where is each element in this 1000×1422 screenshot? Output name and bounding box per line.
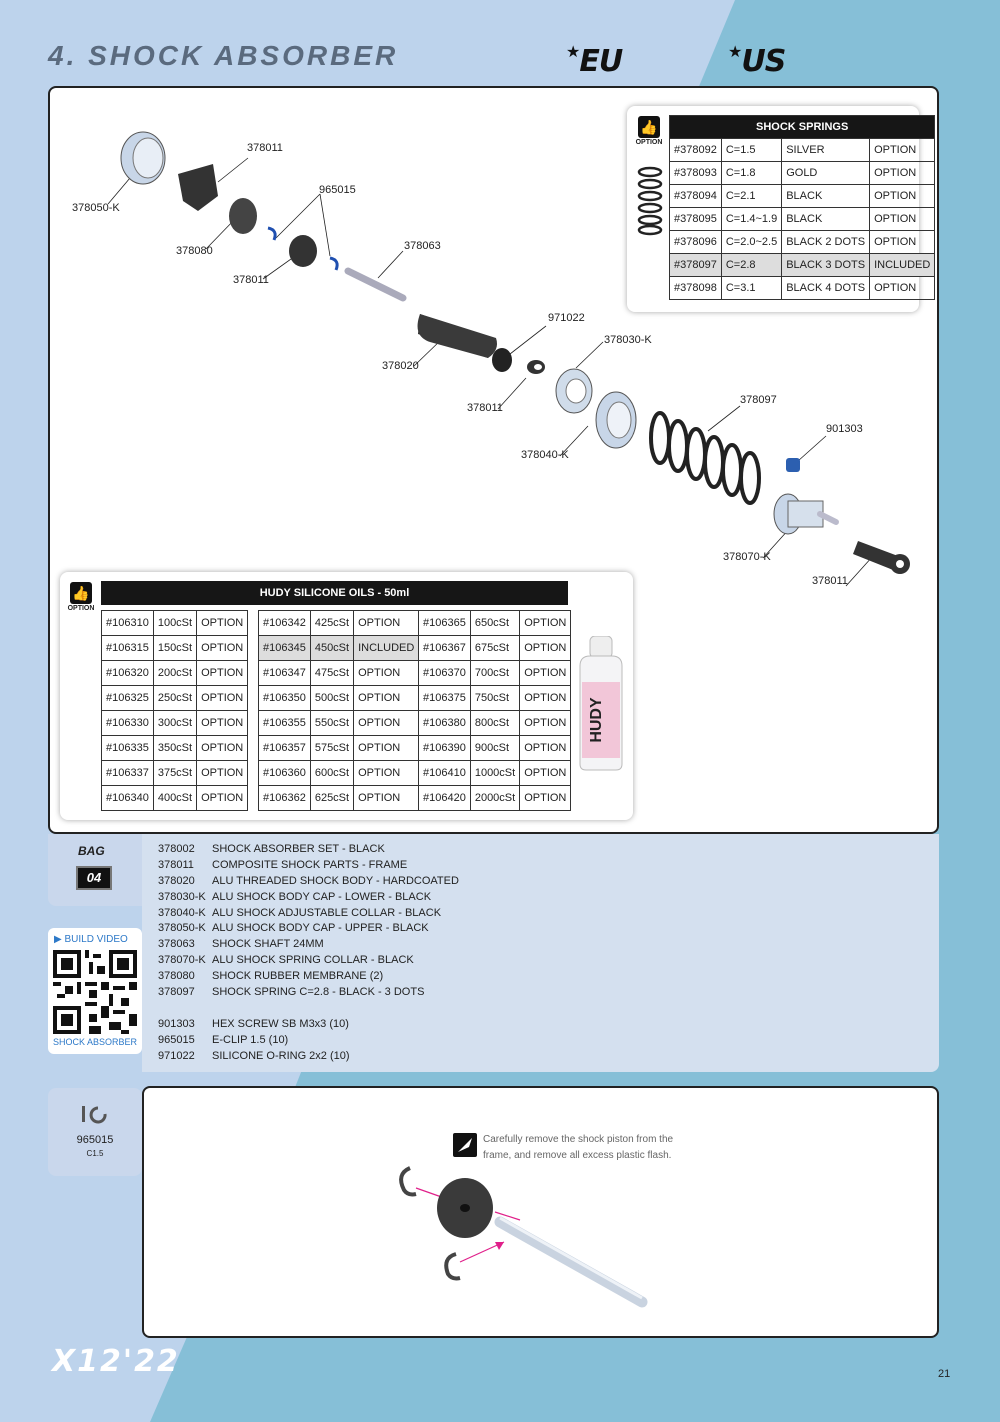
table-cell: OPTION bbox=[520, 711, 571, 736]
table-cell: 375cSt bbox=[153, 761, 196, 786]
table-cell: OPTION bbox=[520, 761, 571, 786]
eu-logo: ★EU bbox=[566, 42, 623, 79]
table-row bbox=[419, 711, 571, 736]
bottle-brand-text: HUDY bbox=[588, 697, 605, 743]
shock-spring bbox=[651, 413, 759, 503]
table-cell: OPTION bbox=[520, 786, 571, 811]
oils-table-col1 bbox=[101, 610, 248, 811]
table-cell: OPTION bbox=[354, 661, 419, 686]
table-cell: OPTION bbox=[870, 139, 935, 162]
bag-number: 04 bbox=[76, 866, 112, 890]
table-cell: OPTION bbox=[870, 185, 935, 208]
table-row bbox=[102, 736, 248, 761]
table-cell: OPTION bbox=[870, 231, 935, 254]
table-cell: BLACK 2 DOTS bbox=[782, 231, 870, 254]
table-row bbox=[102, 786, 248, 811]
table-row bbox=[670, 208, 935, 231]
table-cell: #106367 bbox=[419, 636, 471, 661]
springs-table-title: SHOCK SPRINGS bbox=[670, 116, 935, 139]
build-video-title[interactable]: ▶ BUILD VIDEO bbox=[54, 934, 128, 945]
table-cell: OPTION bbox=[520, 661, 571, 686]
part-label-901303: 901303 bbox=[826, 423, 863, 435]
table-cell: #378093 bbox=[670, 162, 722, 185]
part-code: 378020 bbox=[158, 874, 195, 887]
oils-table-title: HUDY SILICONE OILS - 50ml bbox=[101, 581, 568, 605]
table-row bbox=[259, 686, 419, 711]
parts-list-item bbox=[158, 937, 459, 953]
table-cell: #106342 bbox=[259, 611, 311, 636]
table-row bbox=[259, 761, 419, 786]
part-label-378030-k: 378030-K bbox=[604, 334, 652, 346]
table-cell: C=2.1 bbox=[721, 185, 781, 208]
table-cell: 425cSt bbox=[310, 611, 353, 636]
assembly-note: Carefully remove the shock piston from the frame, and remove all excess plastic flash. bbox=[483, 1134, 674, 1161]
table-cell: INCLUDED bbox=[354, 636, 419, 661]
table-cell: #106355 bbox=[259, 711, 311, 736]
table-row bbox=[259, 711, 419, 736]
table-cell: #106310 bbox=[102, 611, 154, 636]
table-cell: #106345 bbox=[259, 636, 311, 661]
part-label-378070-k: 378070-K bbox=[723, 551, 771, 563]
part-label-378040-k: 378040-K bbox=[521, 449, 569, 461]
table-cell: OPTION bbox=[354, 686, 419, 711]
table-cell: 400cSt bbox=[153, 786, 196, 811]
table-cell: OPTION bbox=[197, 761, 248, 786]
table-cell: 750cSt bbox=[470, 686, 519, 711]
table-row bbox=[419, 686, 571, 711]
part-code: 378063 bbox=[158, 938, 195, 951]
part-description: SHOCK RUBBER MEMBRANE (2) bbox=[212, 970, 384, 983]
table-row bbox=[419, 786, 571, 811]
table-row bbox=[419, 611, 571, 636]
table-cell: #106362 bbox=[259, 786, 311, 811]
table-row bbox=[419, 661, 571, 686]
part-code: 378030-K bbox=[158, 890, 206, 903]
table-cell: 700cSt bbox=[470, 661, 519, 686]
table-cell: OPTION bbox=[197, 661, 248, 686]
table-cell: OPTION bbox=[197, 686, 248, 711]
build-video-caption: SHOCK ABSORBER bbox=[52, 1037, 138, 1047]
table-cell: 475cSt bbox=[310, 661, 353, 686]
table-row bbox=[259, 736, 419, 761]
table-cell: #378098 bbox=[670, 277, 722, 300]
upper-cap-part bbox=[121, 132, 165, 184]
table-cell: #378097 bbox=[670, 254, 722, 277]
table-cell: 450cSt bbox=[310, 636, 353, 661]
table-cell: 250cSt bbox=[153, 686, 196, 711]
parts-list-item bbox=[158, 842, 459, 858]
table-cell: OPTION bbox=[520, 636, 571, 661]
part-label-378080: 378080 bbox=[176, 245, 213, 257]
table-cell: C=2.0~2.5 bbox=[721, 231, 781, 254]
table-cell: #106390 bbox=[419, 736, 471, 761]
qr-code[interactable] bbox=[52, 950, 138, 1034]
table-cell: #106370 bbox=[419, 661, 471, 686]
table-cell: C=1.4~1.9 bbox=[721, 208, 781, 231]
table-cell: 1000cSt bbox=[470, 761, 519, 786]
table-row bbox=[670, 231, 935, 254]
part-description: ALU SHOCK SPRING COLLAR - BLACK bbox=[212, 954, 414, 967]
table-row bbox=[670, 277, 935, 300]
spring-icon bbox=[636, 164, 664, 236]
part-description: ALU SHOCK BODY CAP - LOWER - BLACK bbox=[212, 890, 432, 903]
table-cell: #106365 bbox=[419, 611, 471, 636]
parts-list bbox=[158, 842, 459, 1064]
table-cell: OPTION bbox=[520, 686, 571, 711]
table-cell: BLACK 4 DOTS bbox=[782, 277, 870, 300]
thumbs-up-icon: 👍 bbox=[638, 116, 660, 138]
table-cell: BLACK 3 DOTS bbox=[782, 254, 870, 277]
table-cell: BLACK bbox=[782, 208, 870, 231]
table-cell: #106335 bbox=[102, 736, 154, 761]
table-row bbox=[419, 761, 571, 786]
table-cell: OPTION bbox=[870, 162, 935, 185]
option-badge: 👍 OPTION bbox=[635, 116, 663, 146]
table-cell: OPTION bbox=[870, 277, 935, 300]
table-cell: #378092 bbox=[670, 139, 722, 162]
table-row bbox=[102, 761, 248, 786]
table-cell: C=1.5 bbox=[721, 139, 781, 162]
part-code: 378080 bbox=[158, 970, 195, 983]
table-row bbox=[419, 736, 571, 761]
table-cell: INCLUDED bbox=[870, 254, 935, 277]
parts-list-item bbox=[158, 906, 459, 922]
table-cell: #106350 bbox=[259, 686, 311, 711]
table-row bbox=[102, 686, 248, 711]
table-cell: OPTION bbox=[354, 761, 419, 786]
part-code bbox=[158, 1001, 212, 1017]
parts-list-item bbox=[158, 1033, 459, 1049]
part-label-378050-k: 378050-K bbox=[72, 202, 120, 214]
page-title: 4. SHOCK ABSORBER bbox=[48, 40, 399, 71]
part-label-378020: 378020 bbox=[382, 360, 419, 372]
parts-list-item bbox=[158, 1017, 459, 1033]
table-cell: #106357 bbox=[259, 736, 311, 761]
table-cell: 100cSt bbox=[153, 611, 196, 636]
table-row bbox=[102, 636, 248, 661]
hardware-code: 965015 bbox=[76, 1134, 114, 1146]
table-row bbox=[419, 636, 571, 661]
table-cell: 350cSt bbox=[153, 736, 196, 761]
table-row bbox=[670, 185, 935, 208]
table-row bbox=[259, 661, 419, 686]
table-cell: OPTION bbox=[354, 711, 419, 736]
table-cell: OPTION bbox=[520, 736, 571, 761]
hardware-box bbox=[48, 1088, 142, 1176]
table-row bbox=[102, 711, 248, 736]
e-clip-icon bbox=[80, 1104, 110, 1124]
parts-list-item bbox=[158, 890, 459, 906]
table-cell: 800cSt bbox=[470, 711, 519, 736]
table-cell: OPTION bbox=[197, 636, 248, 661]
table-cell: OPTION bbox=[354, 736, 419, 761]
star-icon: ★ bbox=[728, 42, 742, 61]
option-badge: 👍 OPTION bbox=[67, 582, 95, 612]
part-code: 378040-K bbox=[158, 906, 206, 919]
table-cell: #378096 bbox=[670, 231, 722, 254]
table-cell: 550cSt bbox=[310, 711, 353, 736]
part-code: 378002 bbox=[158, 843, 195, 855]
table-cell: OPTION bbox=[197, 736, 248, 761]
table-cell: 600cSt bbox=[310, 761, 353, 786]
part-label-378063: 378063 bbox=[404, 240, 441, 252]
table-cell: OPTION bbox=[520, 611, 571, 636]
table-cell: 300cSt bbox=[153, 711, 196, 736]
table-cell: C=3.1 bbox=[721, 277, 781, 300]
part-label-378097: 378097 bbox=[740, 394, 777, 406]
part-code: 971022 bbox=[158, 1049, 195, 1062]
hardware-size: C1.5 bbox=[86, 1149, 104, 1158]
table-row bbox=[670, 254, 935, 277]
table-row bbox=[259, 611, 419, 636]
part-label-378011-bottom: 378011 bbox=[812, 575, 848, 587]
part-description: SILICONE O-RING 2x2 (10) bbox=[212, 1049, 350, 1062]
parts-list-item bbox=[158, 1049, 459, 1065]
table-cell: #378094 bbox=[670, 185, 722, 208]
thumbs-up-icon: 👍 bbox=[70, 582, 92, 604]
parts-list-item bbox=[158, 953, 459, 969]
parts-list-item bbox=[158, 921, 459, 937]
part-code: 378050-K bbox=[158, 922, 206, 935]
part-code: 378011 bbox=[158, 858, 194, 871]
table-cell: #106340 bbox=[102, 786, 154, 811]
part-code: 901303 bbox=[158, 1017, 195, 1030]
parts-list-item bbox=[158, 858, 459, 874]
table-cell: #106420 bbox=[419, 786, 471, 811]
table-cell: 575cSt bbox=[310, 736, 353, 761]
oil-bottle-image bbox=[574, 636, 628, 772]
parts-list-item bbox=[158, 985, 459, 1001]
part-code: 965015 bbox=[158, 1033, 195, 1046]
table-row bbox=[670, 139, 935, 162]
part-description: E-CLIP 1.5 (10) bbox=[212, 1033, 289, 1046]
table-cell: 650cSt bbox=[470, 611, 519, 636]
table-row bbox=[259, 636, 419, 661]
part-description: COMPOSITE SHOCK PARTS - FRAME bbox=[212, 858, 408, 871]
part-label-378011-mid: 378011 bbox=[467, 402, 503, 414]
table-row bbox=[102, 661, 248, 686]
table-cell: #106330 bbox=[102, 711, 154, 736]
table-cell: #106375 bbox=[419, 686, 471, 711]
shock-springs-table bbox=[669, 115, 935, 300]
oils-table-col3 bbox=[418, 610, 571, 811]
part-description: SHOCK ABSORBER SET - BLACK bbox=[212, 843, 385, 855]
part-description: SHOCK SPRING C=2.8 - BLACK - 3 DOTS bbox=[212, 986, 425, 999]
part-description: ALU THREADED SHOCK BODY - HARDCOATED bbox=[212, 874, 459, 887]
part-label-965015: 965015 bbox=[319, 184, 356, 196]
table-cell: OPTION bbox=[354, 611, 419, 636]
table-cell: 675cSt bbox=[470, 636, 519, 661]
step-illustration bbox=[380, 1150, 670, 1320]
parts-list-item bbox=[158, 874, 459, 890]
table-cell: 625cSt bbox=[310, 786, 353, 811]
part-description: ALU SHOCK ADJUSTABLE COLLAR - BLACK bbox=[212, 906, 442, 919]
table-cell: OPTION bbox=[354, 786, 419, 811]
table-cell: 150cSt bbox=[153, 636, 196, 661]
table-cell: OPTION bbox=[197, 786, 248, 811]
part-description: ALU SHOCK BODY CAP - UPPER - BLACK bbox=[212, 922, 429, 935]
table-cell: OPTION bbox=[197, 711, 248, 736]
table-cell: OPTION bbox=[197, 611, 248, 636]
part-description: HEX SCREW SB M3x3 (10) bbox=[212, 1017, 349, 1030]
table-cell: #378095 bbox=[670, 208, 722, 231]
table-cell: #106337 bbox=[102, 761, 154, 786]
table-cell: #106347 bbox=[259, 661, 311, 686]
table-cell: #106380 bbox=[419, 711, 471, 736]
table-cell: #106315 bbox=[102, 636, 154, 661]
bag-label: BAG bbox=[78, 844, 105, 858]
part-code: 378070-K bbox=[158, 954, 206, 967]
table-cell: OPTION bbox=[870, 208, 935, 231]
star-icon: ★ bbox=[566, 42, 580, 61]
oils-table-col2 bbox=[258, 610, 419, 811]
table-cell: SILVER bbox=[782, 139, 870, 162]
table-cell: 2000cSt bbox=[470, 786, 519, 811]
part-description: SHOCK SHAFT 24MM bbox=[212, 938, 324, 951]
table-row bbox=[670, 162, 935, 185]
table-cell: GOLD bbox=[782, 162, 870, 185]
play-icon: ▶ bbox=[54, 934, 62, 945]
table-cell: 200cSt bbox=[153, 661, 196, 686]
part-code: 378097 bbox=[158, 986, 195, 999]
table-cell: C=1.8 bbox=[721, 162, 781, 185]
table-row bbox=[259, 786, 419, 811]
table-row bbox=[102, 611, 248, 636]
parts-list-item bbox=[158, 969, 459, 985]
table-cell: #106360 bbox=[259, 761, 311, 786]
part-label-378011-piston: 378011 bbox=[233, 274, 269, 286]
table-cell: BLACK bbox=[782, 185, 870, 208]
table-cell: #106320 bbox=[102, 661, 154, 686]
part-label-971022: 971022 bbox=[548, 312, 585, 324]
page-number: 21 bbox=[938, 1368, 951, 1380]
table-cell: C=2.8 bbox=[721, 254, 781, 277]
table-cell: #106325 bbox=[102, 686, 154, 711]
parts-list-item bbox=[158, 1001, 459, 1017]
part-label-378011-top: 378011 bbox=[247, 142, 283, 154]
model-logo: X12'22 bbox=[52, 1344, 180, 1379]
table-cell: 500cSt bbox=[310, 686, 353, 711]
us-logo: ★US bbox=[728, 42, 786, 79]
table-cell: #106410 bbox=[419, 761, 471, 786]
table-cell: 900cSt bbox=[470, 736, 519, 761]
